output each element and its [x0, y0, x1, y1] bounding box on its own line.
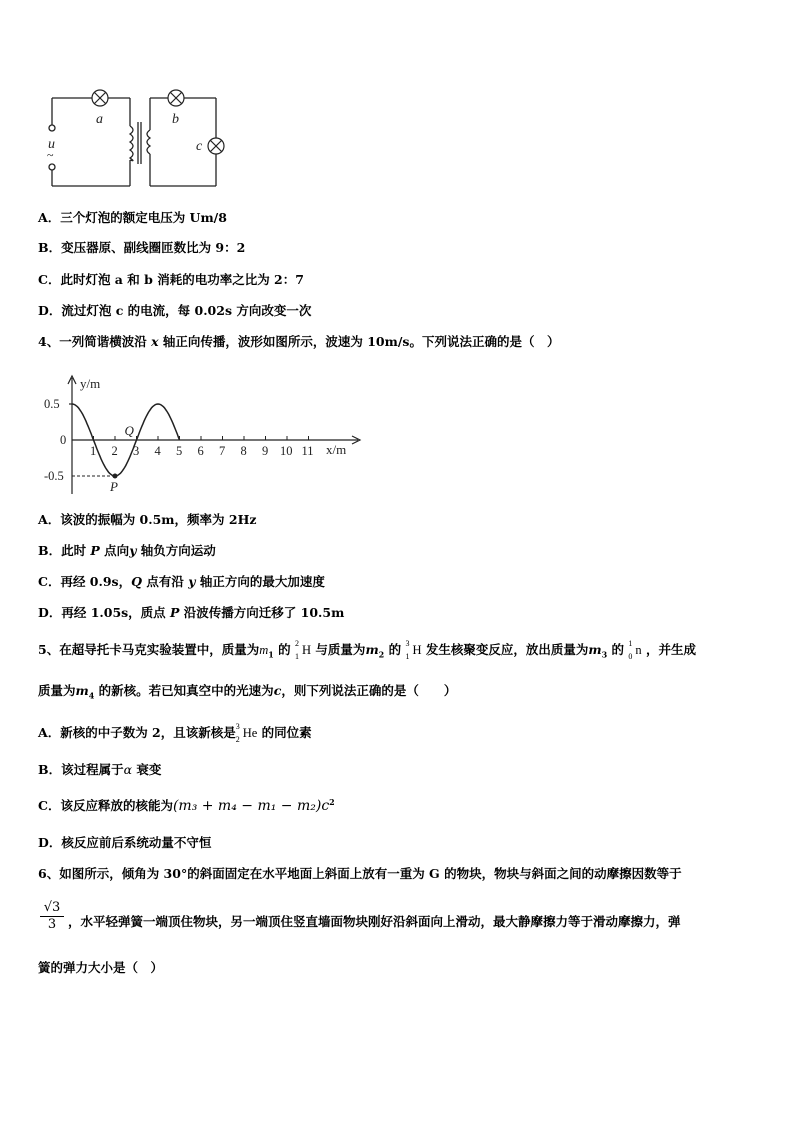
x-tick-label: 5	[176, 444, 183, 458]
label-b: b	[172, 112, 179, 127]
lamp-b-icon	[168, 90, 184, 106]
x-tick-label: 8	[240, 444, 247, 458]
transformer-circuit-diagram	[40, 88, 230, 193]
q4-option-c: C．再经 0.9s，Q 点有沿 y 轴正方向的最大加速度	[38, 574, 325, 589]
x-tick-label: 1	[90, 444, 97, 458]
x-tick-label: 3	[133, 444, 140, 458]
neutron-nuclide: 1 0 n	[628, 639, 642, 661]
q5-option-c: C．该反应释放的核能为$(m_3 + m_4 - m_1 - m_2)c^2$	[38, 796, 335, 814]
lamp-a-icon	[92, 90, 108, 106]
q3-option-d: D．流过灯泡 c 的电流，每 0.02s 方向改变一次	[38, 303, 312, 318]
q4-option-a: A．该波的振幅为 0.5m，频率为 2Hz	[38, 512, 257, 527]
q4-option-b: B．此时 P 点向y 轴负方向运动	[38, 543, 216, 558]
label-u: u	[48, 137, 55, 152]
label-c: c	[196, 139, 203, 154]
q3-option-c: C．此时灯泡 a 和 b 消耗的电功率之比为 2：7	[38, 272, 304, 287]
x-tick-label: 4	[154, 444, 161, 458]
q6-stem-line1: 6、如图所示，倾角为 30°的斜面固定在水平地面上斜面上放有一重为 G 的物块，物块与斜面之间的动摩擦因数等于	[38, 866, 682, 881]
sqrt3-over-3-fraction: $\frac{√3}{3}$	[40, 900, 64, 933]
q3-option-a: A．三个灯泡的额定电压为 Um/8	[38, 210, 227, 225]
hydrogen-2-nuclide: 2 1 H	[295, 639, 312, 661]
hydrogen-3-nuclide: 3 1 H	[405, 639, 422, 661]
q4-option-d: D．再经 1.05s，质点 P 沿波传播方向迁移了 10.5m	[38, 605, 345, 620]
q5-option-b: B．该过程属于α 衰变	[38, 762, 162, 777]
q6-stem-line3: 簧的弹力大小是（ ）	[38, 960, 164, 975]
x-tick-label: 11	[301, 444, 314, 458]
x-tick-label: 2	[111, 444, 118, 458]
x-tick-label: 10	[280, 444, 293, 458]
x-tick-label: 6	[197, 444, 204, 458]
label-tilde: ~	[47, 148, 54, 162]
label-a: a	[96, 112, 103, 127]
x-tick-label: 9	[262, 444, 269, 458]
point-q-label: Q	[124, 423, 134, 438]
point-p-label: P	[110, 479, 118, 494]
q4-stem: 4、一列简谐横波沿 x 轴正向传播，波形如图所示，波速为 10m/s。下列说法正确的是（ ）	[38, 334, 560, 349]
q5-option-a: A．新核的中子数为 2，且该新核是 3 2 He 的同位素	[38, 722, 312, 744]
lamp-c-icon	[208, 138, 224, 154]
q5-stem-line2: 质量为$m_4$ 的新核。若已知真空中的光速为c，则下列说法正确的是（ ）	[38, 683, 457, 701]
helium-3-nuclide: 3 2 He	[235, 722, 258, 744]
x-tick-label: 7	[219, 444, 226, 458]
q5-stem-line1: 5、在超导托卡马克实验装置中，质量为$m_1$ 的 2 1 H 与质量为$m_2$ 的 3 1 H 发生核聚变反应，放出质量为$m_3$ 的 1 0 n ，并生成	[38, 639, 697, 661]
q6-stem-line2: ，水平轻弹簧一端顶住物块，另一端顶住竖直墙面物块刚好沿斜面向上滑动，最大静摩擦力等于滑动摩擦力，弹	[68, 914, 681, 929]
y-tick-label: 0	[60, 433, 67, 447]
q3-option-b: B．变压器原、副线圈匝数比为 9：2	[38, 240, 246, 255]
y-axis-label: y/m	[80, 376, 101, 391]
point-p-marker	[113, 474, 118, 479]
x-axis-label: x/m	[326, 442, 347, 457]
q5-option-d: D．核反应前后系统动量不守恒	[38, 835, 212, 850]
y-tick-label: -0.5	[44, 469, 64, 483]
wave-graph	[40, 372, 370, 498]
y-tick-label: 0.5	[44, 397, 60, 411]
